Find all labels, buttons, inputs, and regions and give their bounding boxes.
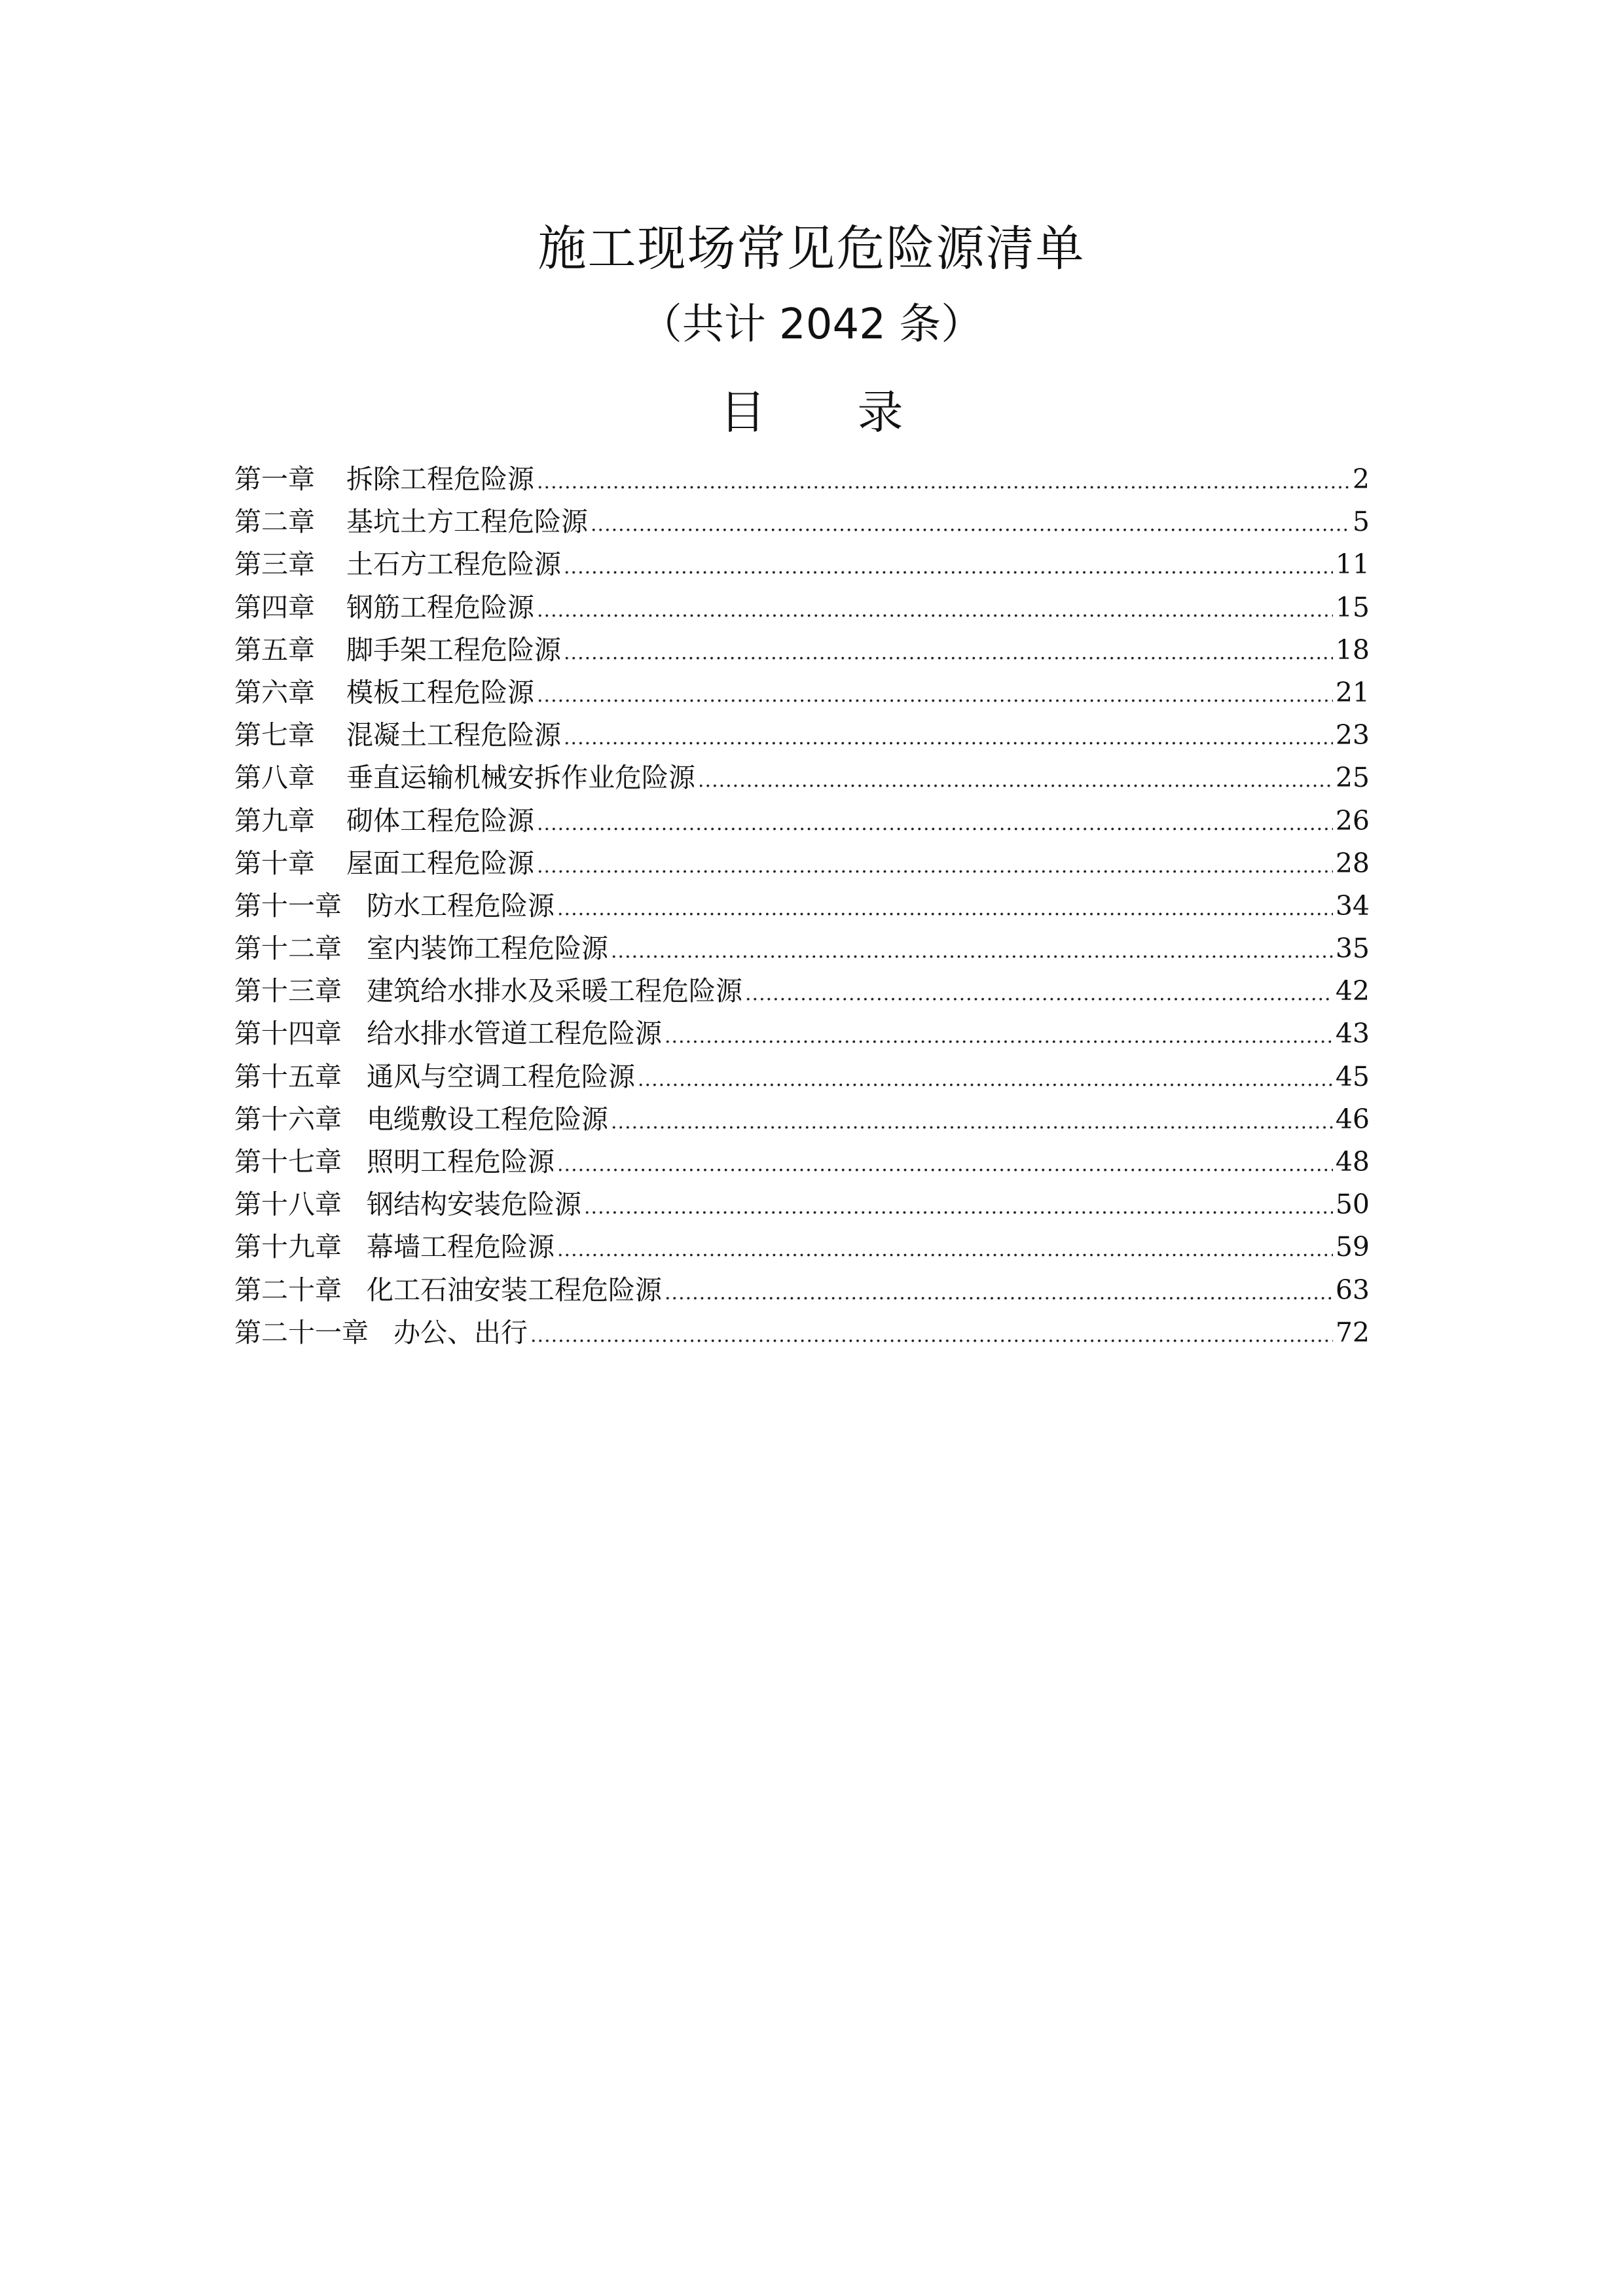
toc-chapter-title: 办公、出行 (393, 1316, 528, 1348)
toc-entry[interactable] (234, 1183, 1370, 1226)
toc-chapter-title: 模板工程危险源 (346, 676, 534, 708)
toc-entry[interactable] (234, 927, 1370, 970)
toc-dot-leader (537, 674, 1333, 717)
toc-entry[interactable] (234, 586, 1370, 629)
toc-dot-leader (564, 717, 1333, 759)
toc-chapter-number: 第七章 (234, 719, 315, 751)
toc-chapter-title: 砌体工程危险源 (346, 804, 534, 836)
toc-chapter-number: 第十六章 (234, 1103, 342, 1135)
toc-entry[interactable] (234, 629, 1370, 672)
toc-chapter-title: 电缆敷设工程危险源 (367, 1103, 608, 1135)
toc-page-number: 45 (1335, 1060, 1370, 1092)
toc-entry[interactable] (234, 970, 1370, 1013)
toc-page-number: 5 (1352, 506, 1370, 538)
toc-entry[interactable] (234, 672, 1370, 714)
toc-page-number: 21 (1335, 676, 1370, 708)
toc-entry[interactable] (234, 885, 1370, 927)
toc-chapter-title: 垂直运输机械安拆作业危险源 (346, 762, 695, 794)
toc-dot-leader (537, 589, 1333, 632)
toc-chapter-title: 幕墙工程危险源 (367, 1231, 555, 1263)
toc-chapter-number: 第十章 (234, 847, 315, 879)
toc-dot-leader (557, 888, 1333, 930)
toc-chapter-title: 防水工程危险源 (367, 889, 555, 922)
toc-entry[interactable] (234, 1226, 1370, 1268)
toc-chapter-title: 建筑给水排水及采暖工程危险源 (367, 975, 742, 1007)
toc-dot-leader (698, 759, 1333, 802)
toc-dot-leader (557, 1143, 1333, 1186)
toc-chapter-title: 照明工程危险源 (367, 1146, 555, 1177)
toc-page-number: 50 (1335, 1189, 1370, 1221)
toc-page-number: 46 (1335, 1103, 1370, 1135)
toc-chapter-title: 屋面工程危险源 (346, 847, 534, 879)
toc-chapter-number: 第五章 (234, 634, 315, 666)
toc-chapter-title: 给水排水管道工程危险源 (367, 1018, 662, 1050)
toc-chapter-title: 脚手架工程危险源 (346, 634, 561, 666)
toc-entry[interactable] (234, 1098, 1370, 1141)
toc-page-number: 25 (1335, 762, 1370, 794)
toc-dot-leader (611, 930, 1333, 973)
toc-chapter-number: 第二十一章 (234, 1316, 369, 1348)
toc-page-number: 2 (1352, 463, 1370, 495)
toc-chapter-number: 第二章 (234, 506, 315, 538)
toc-chapter-title: 基坑土方工程危险源 (346, 506, 588, 538)
toc-chapter-number: 第十四章 (234, 1018, 342, 1050)
toc-page-number: 18 (1335, 634, 1370, 666)
document-subtitle: （共计 2042 条） (640, 300, 983, 349)
toc-dot-leader (665, 1015, 1333, 1058)
toc-entry[interactable] (234, 458, 1370, 501)
toc-heading-left: 目 (720, 386, 766, 439)
toc-dot-leader (638, 1058, 1333, 1101)
toc-page-number: 42 (1335, 975, 1370, 1007)
toc-page-number: 48 (1335, 1146, 1370, 1177)
toc-dot-leader (591, 503, 1350, 546)
toc-chapter-title: 土石方工程危险源 (346, 548, 561, 581)
toc-dot-leader (665, 1272, 1333, 1314)
toc-chapter-number: 第十七章 (234, 1146, 342, 1177)
toc-page-number: 34 (1335, 889, 1370, 922)
toc-chapter-title: 化工石油安装工程危险源 (367, 1274, 662, 1306)
toc-page-number: 43 (1335, 1018, 1370, 1050)
toc-page-number: 63 (1335, 1274, 1370, 1306)
toc-dot-leader (537, 845, 1333, 888)
toc-entry[interactable] (234, 1056, 1370, 1098)
toc-chapter-number: 第九章 (234, 804, 315, 836)
toc-entry[interactable] (234, 543, 1370, 586)
toc-dot-leader (557, 1229, 1333, 1271)
toc-chapter-number: 第十五章 (234, 1060, 342, 1092)
document-title: 施工现场常见危险源清单 (538, 221, 1085, 277)
toc-chapter-number: 第六章 (234, 676, 315, 708)
toc-chapter-title: 钢筋工程危险源 (346, 591, 534, 623)
toc-chapter-number: 第十二章 (234, 933, 342, 965)
toc-dot-leader (611, 1101, 1333, 1143)
toc-page-number: 72 (1335, 1316, 1370, 1348)
toc-page-number: 11 (1335, 548, 1370, 581)
toc-chapter-number: 第八章 (234, 762, 315, 794)
toc-chapter-title: 拆除工程危险源 (346, 463, 534, 495)
toc-chapter-number: 第十一章 (234, 889, 342, 922)
toc-chapter-number: 第二十章 (234, 1274, 342, 1306)
toc-page-number: 59 (1335, 1231, 1370, 1263)
toc-page-number: 35 (1335, 933, 1370, 965)
toc-dot-leader (537, 461, 1350, 503)
toc-dot-leader (537, 802, 1333, 845)
toc-entry[interactable] (234, 501, 1370, 543)
toc-page-number: 28 (1335, 847, 1370, 879)
toc-chapter-number: 第十九章 (234, 1231, 342, 1263)
toc-entry[interactable] (234, 1013, 1370, 1055)
toc-dot-leader (564, 546, 1333, 588)
toc-entry[interactable] (234, 1141, 1370, 1183)
toc-chapter-title: 室内装饰工程危险源 (367, 933, 608, 965)
toc-dot-leader (564, 632, 1333, 674)
toc-page-number: 15 (1335, 591, 1370, 623)
toc-chapter-number: 第十三章 (234, 975, 342, 1007)
toc-chapter-number: 第四章 (234, 591, 315, 623)
toc-dot-leader (584, 1186, 1333, 1229)
toc-page-number: 26 (1335, 804, 1370, 836)
toc-chapter-title: 通风与空调工程危险源 (367, 1060, 635, 1092)
toc-dot-leader (530, 1314, 1333, 1357)
toc-chapter-number: 第三章 (234, 548, 315, 581)
toc-chapter-title: 混凝土工程危险源 (346, 719, 561, 751)
toc-heading-right: 录 (857, 386, 903, 439)
toc-heading (0, 385, 1623, 440)
toc-chapter-number: 第一章 (234, 463, 315, 495)
toc-entry[interactable] (234, 842, 1370, 885)
toc-entry[interactable] (234, 757, 1370, 799)
toc-entry[interactable] (234, 800, 1370, 842)
toc-entry[interactable] (234, 714, 1370, 757)
toc-entry[interactable] (234, 1269, 1370, 1312)
toc-page-number: 23 (1335, 719, 1370, 751)
toc-chapter-number: 第十八章 (234, 1189, 342, 1221)
table-of-contents (234, 458, 1370, 1354)
toc-chapter-title: 钢结构安装危险源 (367, 1189, 581, 1221)
toc-entry[interactable] (234, 1312, 1370, 1354)
toc-dot-leader (745, 973, 1333, 1015)
